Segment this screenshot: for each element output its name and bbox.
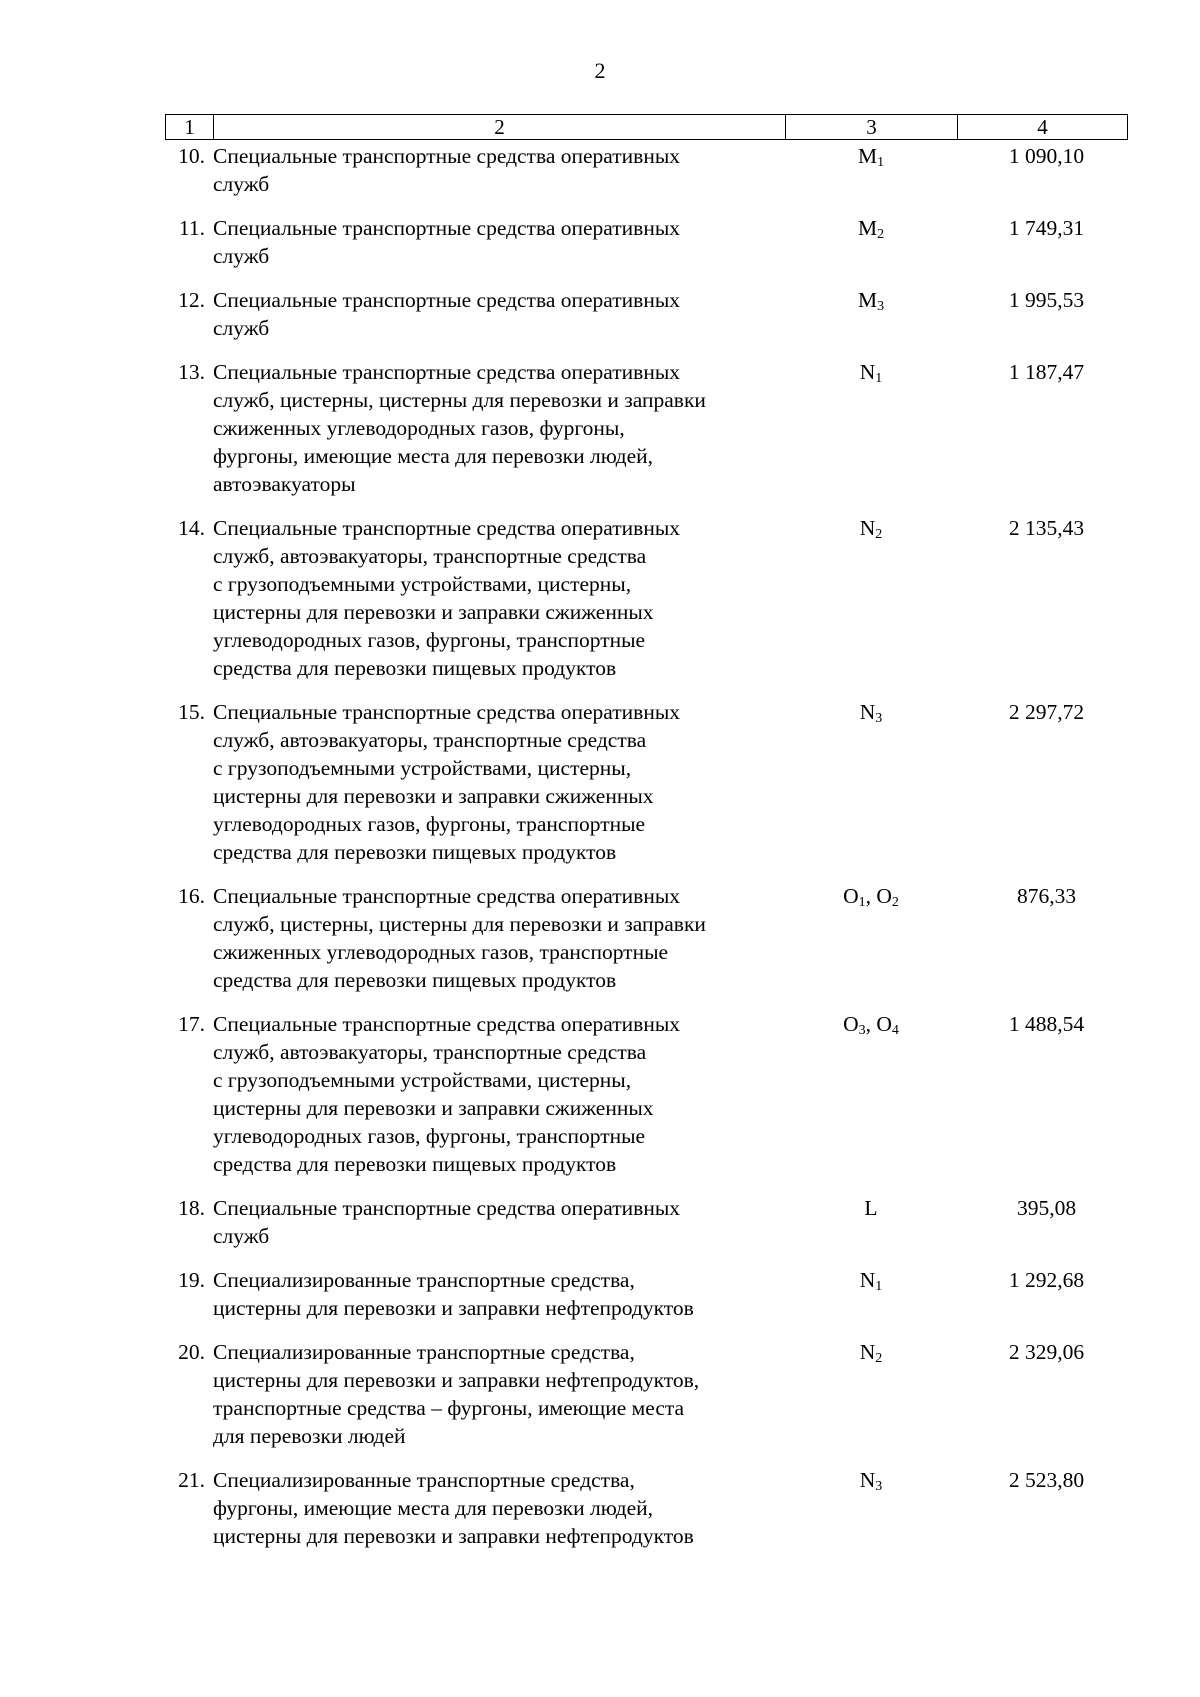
- vehicle-description: Специальные транспортные средства оперативных служб: [213, 288, 681, 340]
- category-subscript: 3: [875, 711, 883, 726]
- rate-value: 2 523,80: [1008, 1468, 1085, 1492]
- rate-value: 2 297,72: [1008, 700, 1085, 724]
- category-letter: L: [864, 1196, 878, 1220]
- category-letter: M: [857, 288, 878, 312]
- category-letter: M: [857, 144, 878, 168]
- rate-value: 2 135,43: [1008, 516, 1085, 540]
- category-subscript: 2: [875, 527, 883, 542]
- row-number: 16.: [178, 884, 205, 908]
- category-letter: O: [843, 884, 859, 908]
- category-subscript: 2: [877, 227, 885, 242]
- vehicle-category: [785, 142, 957, 170]
- vehicle-description: Специальные транспортные средства оперативных служб, цистерны, цистерны для перевозки и заправки сжиженных углеводородных газов, транспортные средства для перевозки пищевых продуктов: [213, 884, 706, 992]
- vehicle-description: Специальные транспортные средства оперативных служб: [213, 216, 681, 268]
- row-number: 13.: [178, 360, 205, 384]
- vehicle-category: [785, 698, 957, 726]
- table-row: [165, 1194, 1128, 1250]
- header-col-2: 2: [214, 115, 786, 139]
- vehicle-description: Специальные транспортные средства оперативных служб, цистерны, цистерны для перевозки и заправки сжиженных углеводородных газов, фургоны, фургоны, имеющие места для перевозки людей, автоэвакуаторы: [213, 360, 706, 496]
- row-number: 11.: [178, 216, 205, 240]
- vehicle-category: [785, 1194, 957, 1222]
- category-subscript: 2: [875, 1351, 883, 1366]
- category-letter: N: [859, 1340, 876, 1364]
- vehicle-category: [785, 882, 957, 910]
- vehicle-description: Специальные транспортные средства оперативных служб, автоэвакуаторы, транспортные средства с грузоподъемными устройствами, цистерны, цистерны для перевозки и заправки сжиженных углеводородных газов, фургоны, транспортные средства для перевозки пищевых продуктов: [213, 700, 681, 864]
- vehicle-description: Специализированные транспортные средства, цистерны для перевозки и заправки нефтепродуктов: [213, 1268, 694, 1320]
- row-number: 19.: [178, 1268, 205, 1292]
- category-subscript: 1: [858, 895, 866, 910]
- category-subscript: 3: [875, 1479, 883, 1494]
- category-letter-2: , O: [865, 1012, 892, 1036]
- rate-value: 1 187,47: [1008, 360, 1085, 384]
- table-row: [165, 1338, 1128, 1450]
- table-row: [165, 142, 1128, 198]
- category-letter: N: [859, 360, 876, 384]
- category-subscript-2: 2: [891, 895, 899, 910]
- category-subscript: 3: [858, 1023, 866, 1038]
- table-row: [165, 1010, 1128, 1178]
- table-row: [165, 214, 1128, 270]
- row-number: 10.: [178, 144, 205, 168]
- category-subscript: 1: [875, 1279, 883, 1294]
- table-body: [165, 142, 1128, 1566]
- rate-value: 1 488,54: [1008, 1012, 1085, 1036]
- category-letter: O: [843, 1012, 859, 1036]
- row-number: 15.: [178, 700, 205, 724]
- page-number: 2: [594, 58, 606, 83]
- header-col-3: 3: [786, 115, 958, 139]
- table-row: [165, 1266, 1128, 1322]
- row-number: 21.: [178, 1468, 205, 1492]
- rate-value: 1 292,68: [1008, 1268, 1085, 1292]
- vehicle-category: [785, 1266, 957, 1294]
- rate-value: 2 329,06: [1008, 1340, 1085, 1364]
- rate-value: 1 995,53: [1008, 288, 1085, 312]
- row-number: 20.: [178, 1340, 205, 1364]
- header-col-1: 1: [166, 115, 214, 139]
- rate-value: 1 090,10: [1008, 144, 1085, 168]
- category-letter: M: [857, 216, 878, 240]
- vehicle-description: Специализированные транспортные средства, фургоны, имеющие места для перевозки людей, цистерны для перевозки и заправки нефтепродуктов: [213, 1468, 694, 1548]
- category-letter-2: , O: [865, 884, 892, 908]
- vehicle-description: Специальные транспортные средства оперативных служб: [213, 1196, 681, 1248]
- category-subscript-2: 4: [891, 1023, 899, 1038]
- vehicle-category: [785, 1010, 957, 1038]
- category-letter: N: [859, 1468, 876, 1492]
- vehicle-description: Специализированные транспортные средства, цистерны для перевозки и заправки нефтепродуктов, транспортные средства – фургоны, имеющие места для перевозки людей: [213, 1340, 700, 1448]
- table-row: [165, 358, 1128, 498]
- vehicle-category: [785, 214, 957, 242]
- category-letter: N: [859, 516, 876, 540]
- category-letter: N: [859, 1268, 876, 1292]
- table-row: [165, 514, 1128, 682]
- category-letter: N: [859, 700, 876, 724]
- row-number: 18.: [178, 1196, 205, 1220]
- vehicle-category: [785, 358, 957, 386]
- table-row: [165, 882, 1128, 994]
- vehicle-category: [785, 514, 957, 542]
- rate-value: 395,08: [1016, 1196, 1077, 1220]
- vehicle-description: Специальные транспортные средства оперативных служб, автоэвакуаторы, транспортные средства с грузоподъемными устройствами, цистерны, цистерны для перевозки и заправки сжиженных углеводородных газов, фургоны, транспортные средства для перевозки пищевых продуктов: [213, 1012, 681, 1176]
- table-header: [165, 114, 1128, 140]
- rate-value: 876,33: [1016, 884, 1077, 908]
- rate-value: 1 749,31: [1008, 216, 1085, 240]
- vehicle-description: Специальные транспортные средства оперативных служб: [213, 144, 681, 196]
- table-row: [165, 698, 1128, 866]
- category-subscript: 1: [875, 371, 883, 386]
- category-subscript: 3: [877, 299, 885, 314]
- vehicle-category: [785, 1338, 957, 1366]
- row-number: 12.: [178, 288, 205, 312]
- header-col-4: 4: [1037, 115, 1048, 139]
- vehicle-category: [785, 1466, 957, 1494]
- row-number: 17.: [178, 1012, 205, 1036]
- table-row: [165, 286, 1128, 342]
- vehicle-description: Специальные транспортные средства оперативных служб, автоэвакуаторы, транспортные средства с грузоподъемными устройствами, цистерны, цистерны для перевозки и заправки сжиженных углеводородных газов, фургоны, транспортные средства для перевозки пищевых продуктов: [213, 516, 681, 680]
- category-subscript: 1: [877, 155, 885, 170]
- vehicle-category: [785, 286, 957, 314]
- table-row: [165, 1466, 1128, 1550]
- row-number: 14.: [178, 516, 205, 540]
